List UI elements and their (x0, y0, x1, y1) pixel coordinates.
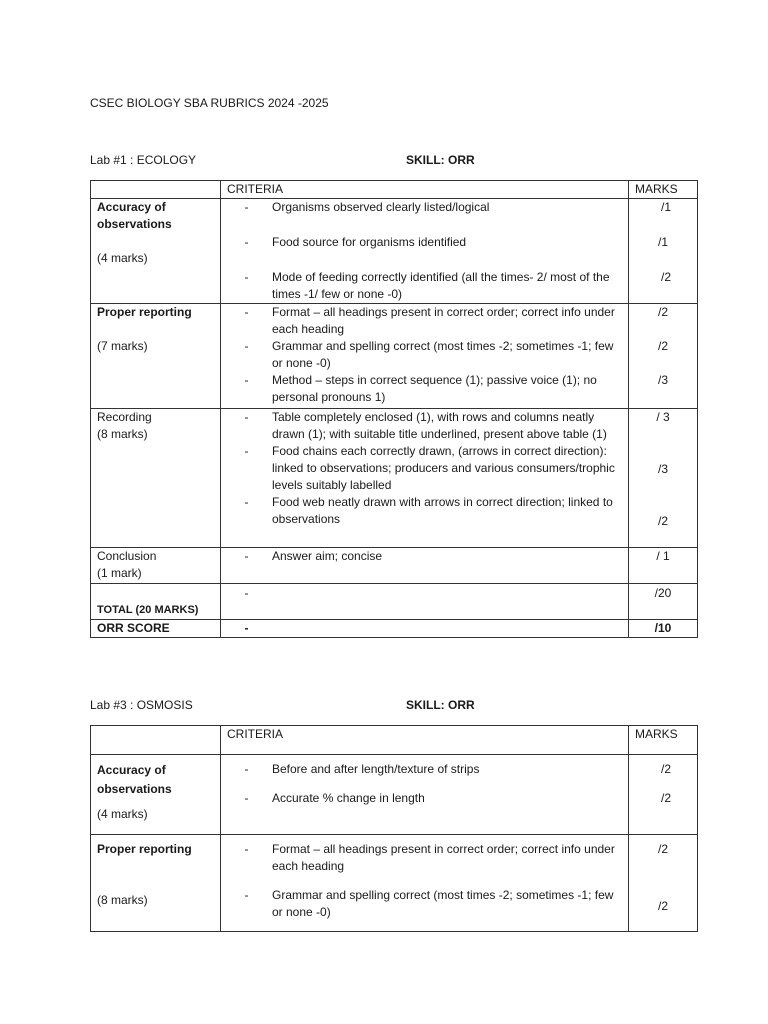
mark-value: /2 (660, 791, 671, 805)
section-marks: (7 marks) (97, 339, 148, 353)
criteria-item: - Food source for organisms identified (244, 235, 467, 249)
criteria-item: - Organisms observed clearly listed/logical (244, 200, 490, 214)
total-row: TOTAL (20 MARKS) - /20 (91, 584, 698, 620)
section-marks: (4 marks) (97, 251, 148, 265)
criteria-header: CRITERIA (221, 181, 629, 199)
table-row (91, 755, 698, 835)
table-row (91, 835, 698, 932)
table-header-row (91, 726, 698, 755)
table-row (91, 548, 698, 584)
criteria-item: - Food web neatly drawn with arrows in correct direction; linked to observations (244, 495, 613, 526)
total-label: TOTAL (20 MARKS) (97, 604, 199, 616)
mark-value: /2 (657, 842, 668, 856)
score-row: ORR SCORE - /10 (91, 620, 698, 638)
mark-value: /3 (657, 373, 668, 387)
section-marks: (1 mark) (97, 566, 142, 580)
table-header-row (91, 181, 698, 199)
criteria-item: - Accurate % change in length (244, 791, 425, 805)
criteria-item: - Format – all headings present in correct order; correct info under each heading (244, 305, 615, 336)
section-name: Proper reporting (97, 305, 192, 319)
criteria-item: - Format – all headings present in correct order; correct info under each heading (244, 842, 615, 873)
score-label: ORR SCORE (97, 621, 170, 635)
section-marks: (8 marks) (97, 893, 148, 907)
mark-value: / 3 (656, 410, 670, 424)
criteria-item: - Food chains each correctly drawn, (arrows in correct direction): linked to observations; producers and various consumers/trophic levels suitably labelled (244, 444, 615, 492)
mark-value: /2 (657, 305, 668, 319)
total-mark: /20 (654, 586, 672, 600)
section-marks: (8 marks) (97, 427, 148, 441)
section-name: Accuracy of observations (97, 200, 172, 231)
lab3-rubric-table (90, 725, 698, 932)
criteria-item: - Mode of feeding correctly identified (all the times- 2/ most of the times -1/ few or none -0) (244, 270, 610, 301)
section-name: Proper reporting (97, 842, 192, 856)
section-name: Recording (97, 410, 152, 424)
mark-value: /1 (657, 235, 668, 249)
marks-header: MARKS (629, 181, 698, 199)
section-name: Accuracy of observations (97, 763, 172, 796)
mark-value: /2 (660, 270, 671, 284)
mark-value: /3 (657, 462, 668, 476)
criteria-item: - Answer aim; concise (244, 549, 383, 563)
section-marks: (4 marks) (97, 807, 148, 821)
criteria-item: - Before and after length/texture of strips (244, 762, 480, 776)
criteria-item: - Table completely enclosed (1), with rows and columns neatly drawn (1); with suitable title underlined, present above table (1) (244, 410, 607, 441)
criteria-header: CRITERIA (221, 726, 629, 755)
mark-value: / 1 (656, 549, 670, 563)
lab1-label: Lab #1 : ECOLOGY (90, 153, 197, 167)
lab1-skill: SKILL: ORR (406, 153, 475, 167)
table-row (91, 304, 698, 409)
marks-header: MARKS (629, 726, 698, 755)
table-row (91, 409, 698, 548)
criteria-item: - Method – steps in correct sequence (1); passive voice (1); no personal pronouns 1) (244, 373, 597, 404)
criteria-item: - Grammar and spelling correct (most times -2; sometimes -1; few or none -0) (244, 339, 614, 370)
mark-value: /2 (657, 899, 668, 913)
document-title: CSEC BIOLOGY SBA RUBRICS 2024 -2025 (90, 96, 329, 110)
mark-value: /2 (657, 339, 668, 353)
mark-value: /1 (660, 200, 671, 214)
criteria-item: - Grammar and spelling correct (most times -2; sometimes -1; few or none -0) (244, 888, 614, 919)
lab3-label: Lab #3 : OSMOSIS (90, 698, 193, 712)
lab1-rubric-table (90, 180, 698, 638)
score-mark: /10 (654, 621, 672, 635)
mark-value: /2 (657, 514, 668, 528)
table-row (91, 199, 698, 304)
section-name: Conclusion (97, 549, 157, 563)
mark-value: /2 (660, 762, 671, 776)
lab3-skill: SKILL: ORR (406, 698, 475, 712)
